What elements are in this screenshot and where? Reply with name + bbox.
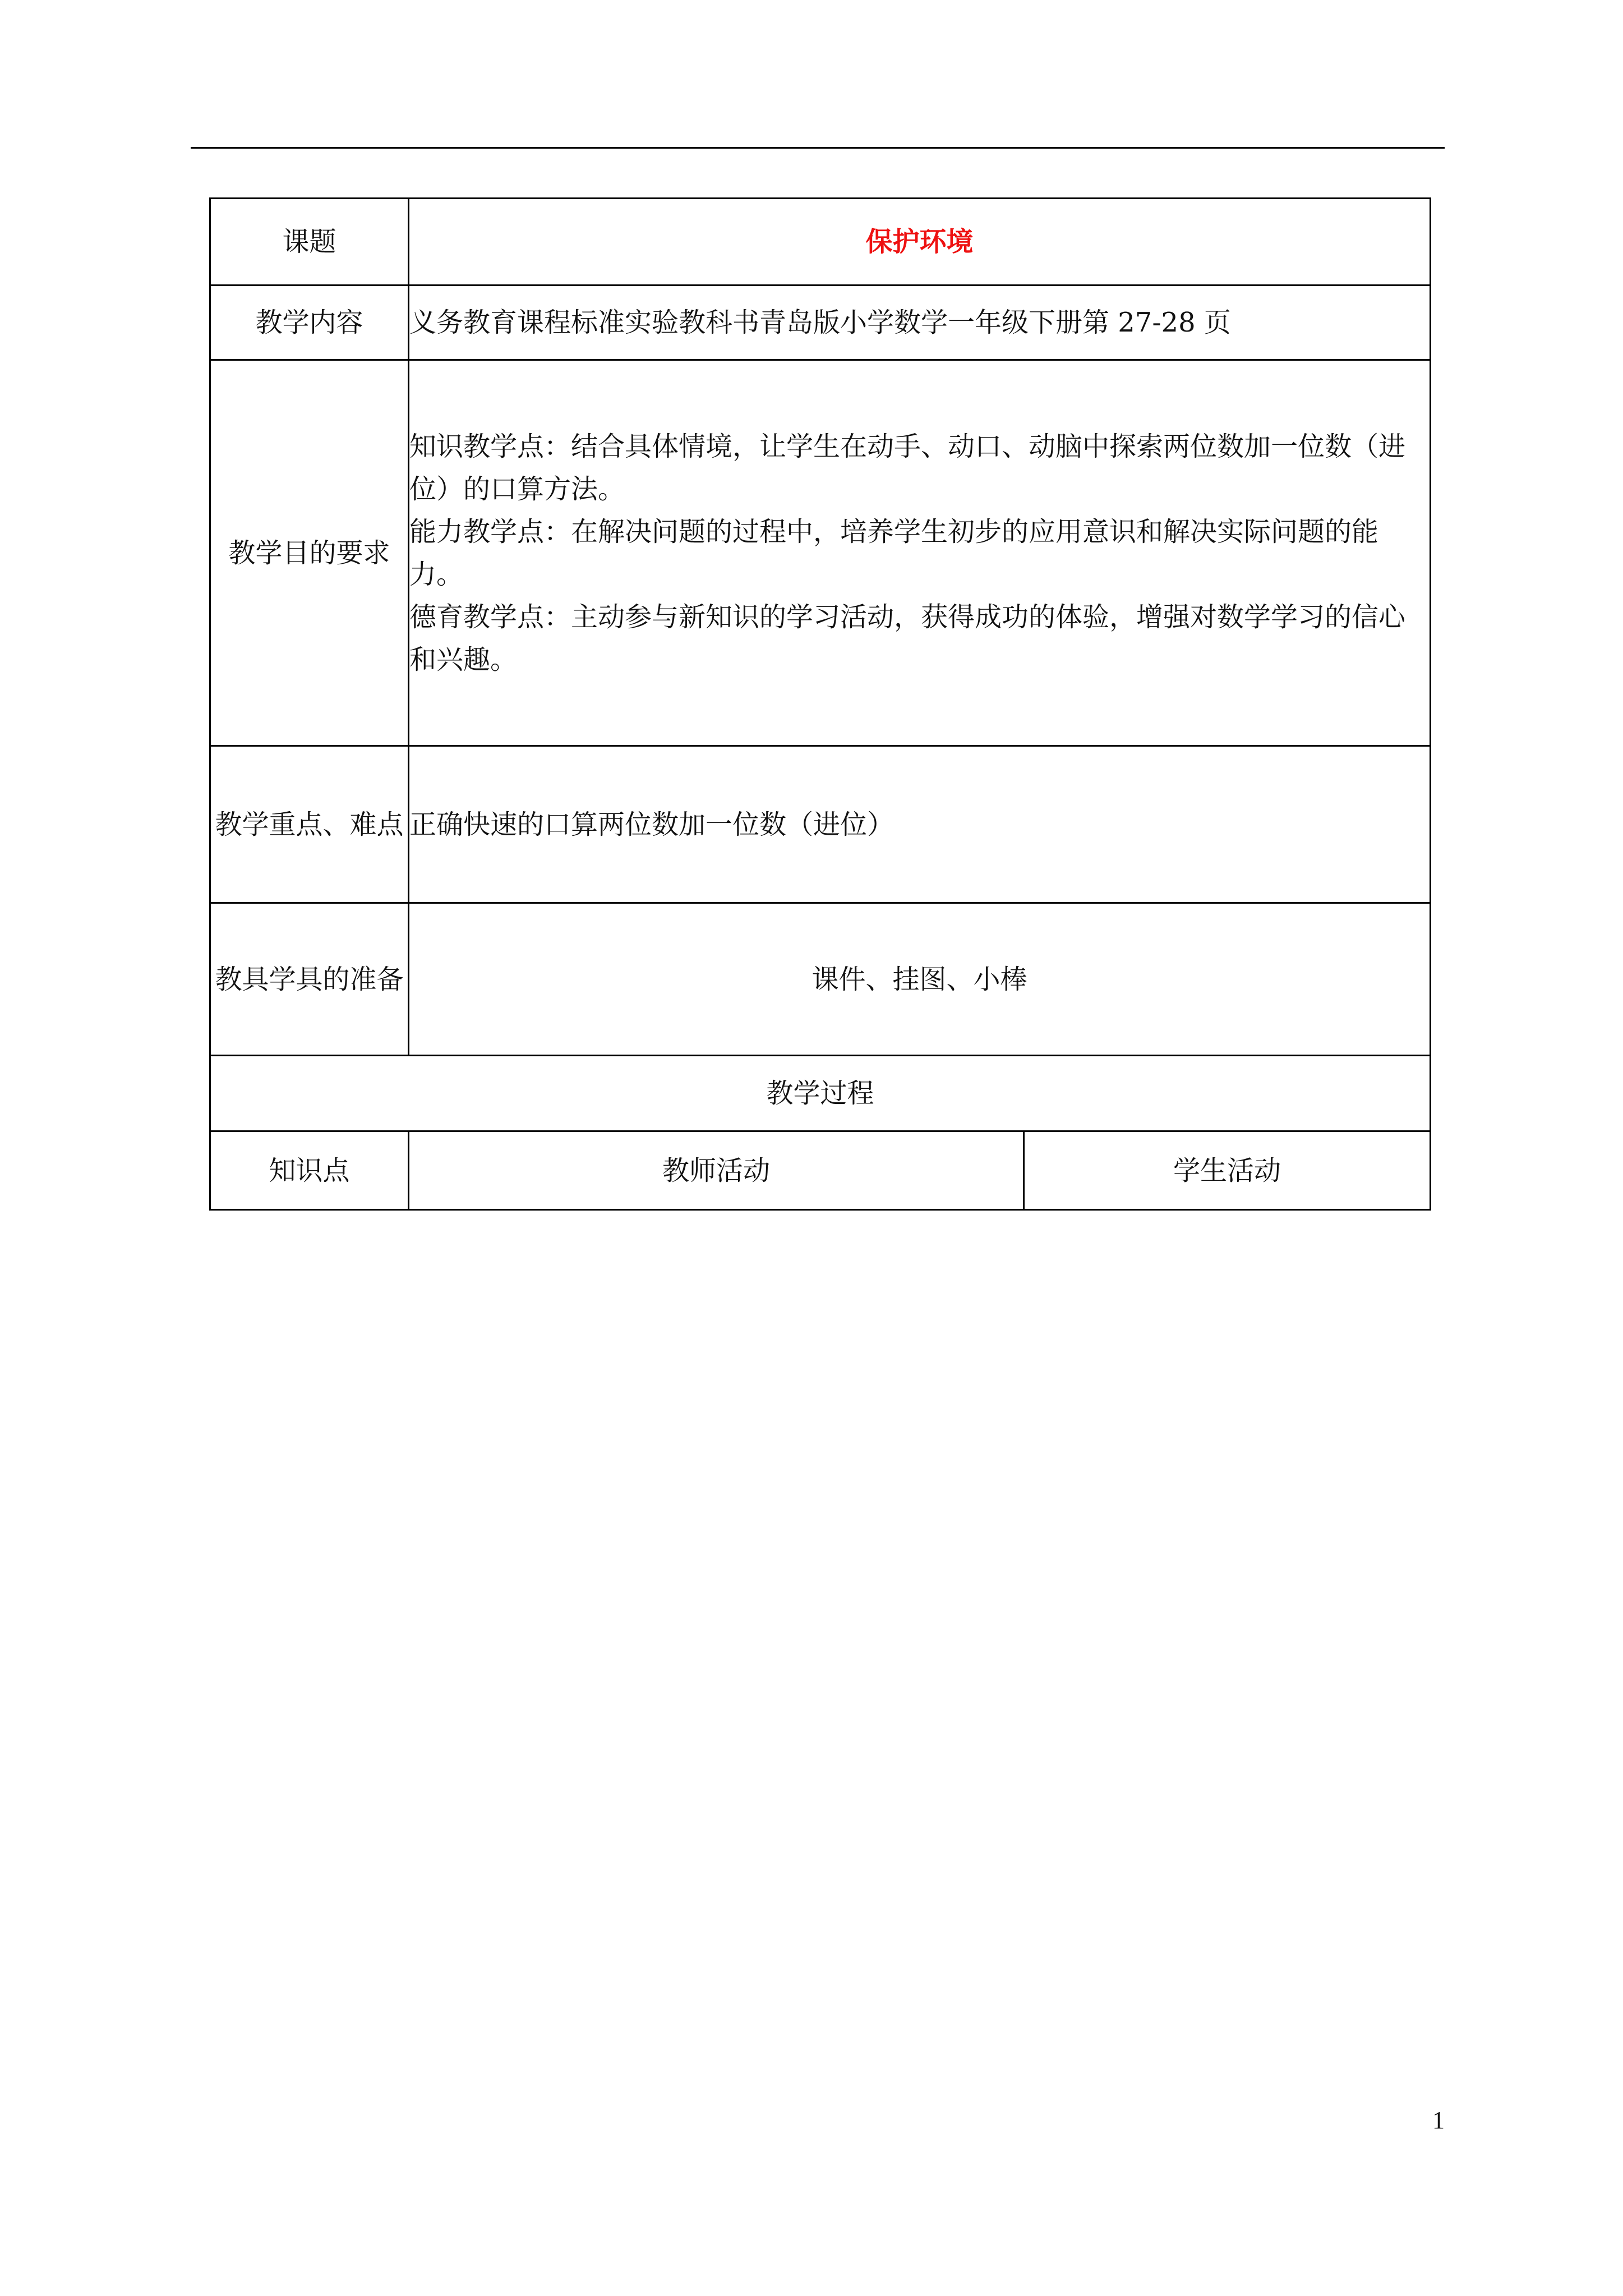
- objectives-row: [210, 360, 1431, 746]
- materials-text: 课件、挂图、小棒: [409, 903, 1431, 1056]
- column-student-activity: 学生活动: [1024, 1131, 1431, 1210]
- materials-row: [210, 903, 1431, 1056]
- process-header: 教学过程: [210, 1056, 1431, 1131]
- column-teacher-activity: 教师活动: [409, 1131, 1024, 1210]
- lesson-plan-table: [209, 197, 1431, 1211]
- objectives-cell: [409, 360, 1431, 746]
- objective-knowledge: 知识教学点：结合具体情境，让学生在动手、动口、动脑中探索两位数加一位数（进位）的口算方法。: [409, 430, 1406, 505]
- title-row: [210, 199, 1431, 286]
- objective-moral: 德育教学点：主动参与新知识的学习活动，获得成功的体验，增强对数学学习的信心和兴趣。: [409, 601, 1406, 675]
- column-knowledge-point: 知识点: [210, 1131, 409, 1210]
- header-rule: [191, 147, 1445, 149]
- keypoints-label: 教学重点、难点: [210, 746, 409, 903]
- objectives-label: 教学目的要求: [210, 360, 409, 746]
- columns-row: [210, 1131, 1431, 1210]
- content-text: 义务教育课程标准实验教科书青岛版小学数学一年级下册第 27-28 页: [409, 286, 1431, 360]
- process-header-row: [210, 1056, 1431, 1131]
- keypoints-row: [210, 746, 1431, 903]
- objective-ability: 能力教学点：在解决问题的过程中，培养学生初步的应用意识和解决实际问题的能力。: [409, 516, 1379, 590]
- page-number: 1: [1432, 2106, 1445, 2134]
- materials-label: 教具学具的准备: [210, 903, 409, 1056]
- content-label: 教学内容: [210, 286, 409, 360]
- title-label: 课题: [210, 199, 409, 286]
- lesson-title: 保护环境: [409, 199, 1431, 286]
- keypoints-text: 正确快速的口算两位数加一位数（进位）: [409, 746, 1431, 903]
- content-row: [210, 286, 1431, 360]
